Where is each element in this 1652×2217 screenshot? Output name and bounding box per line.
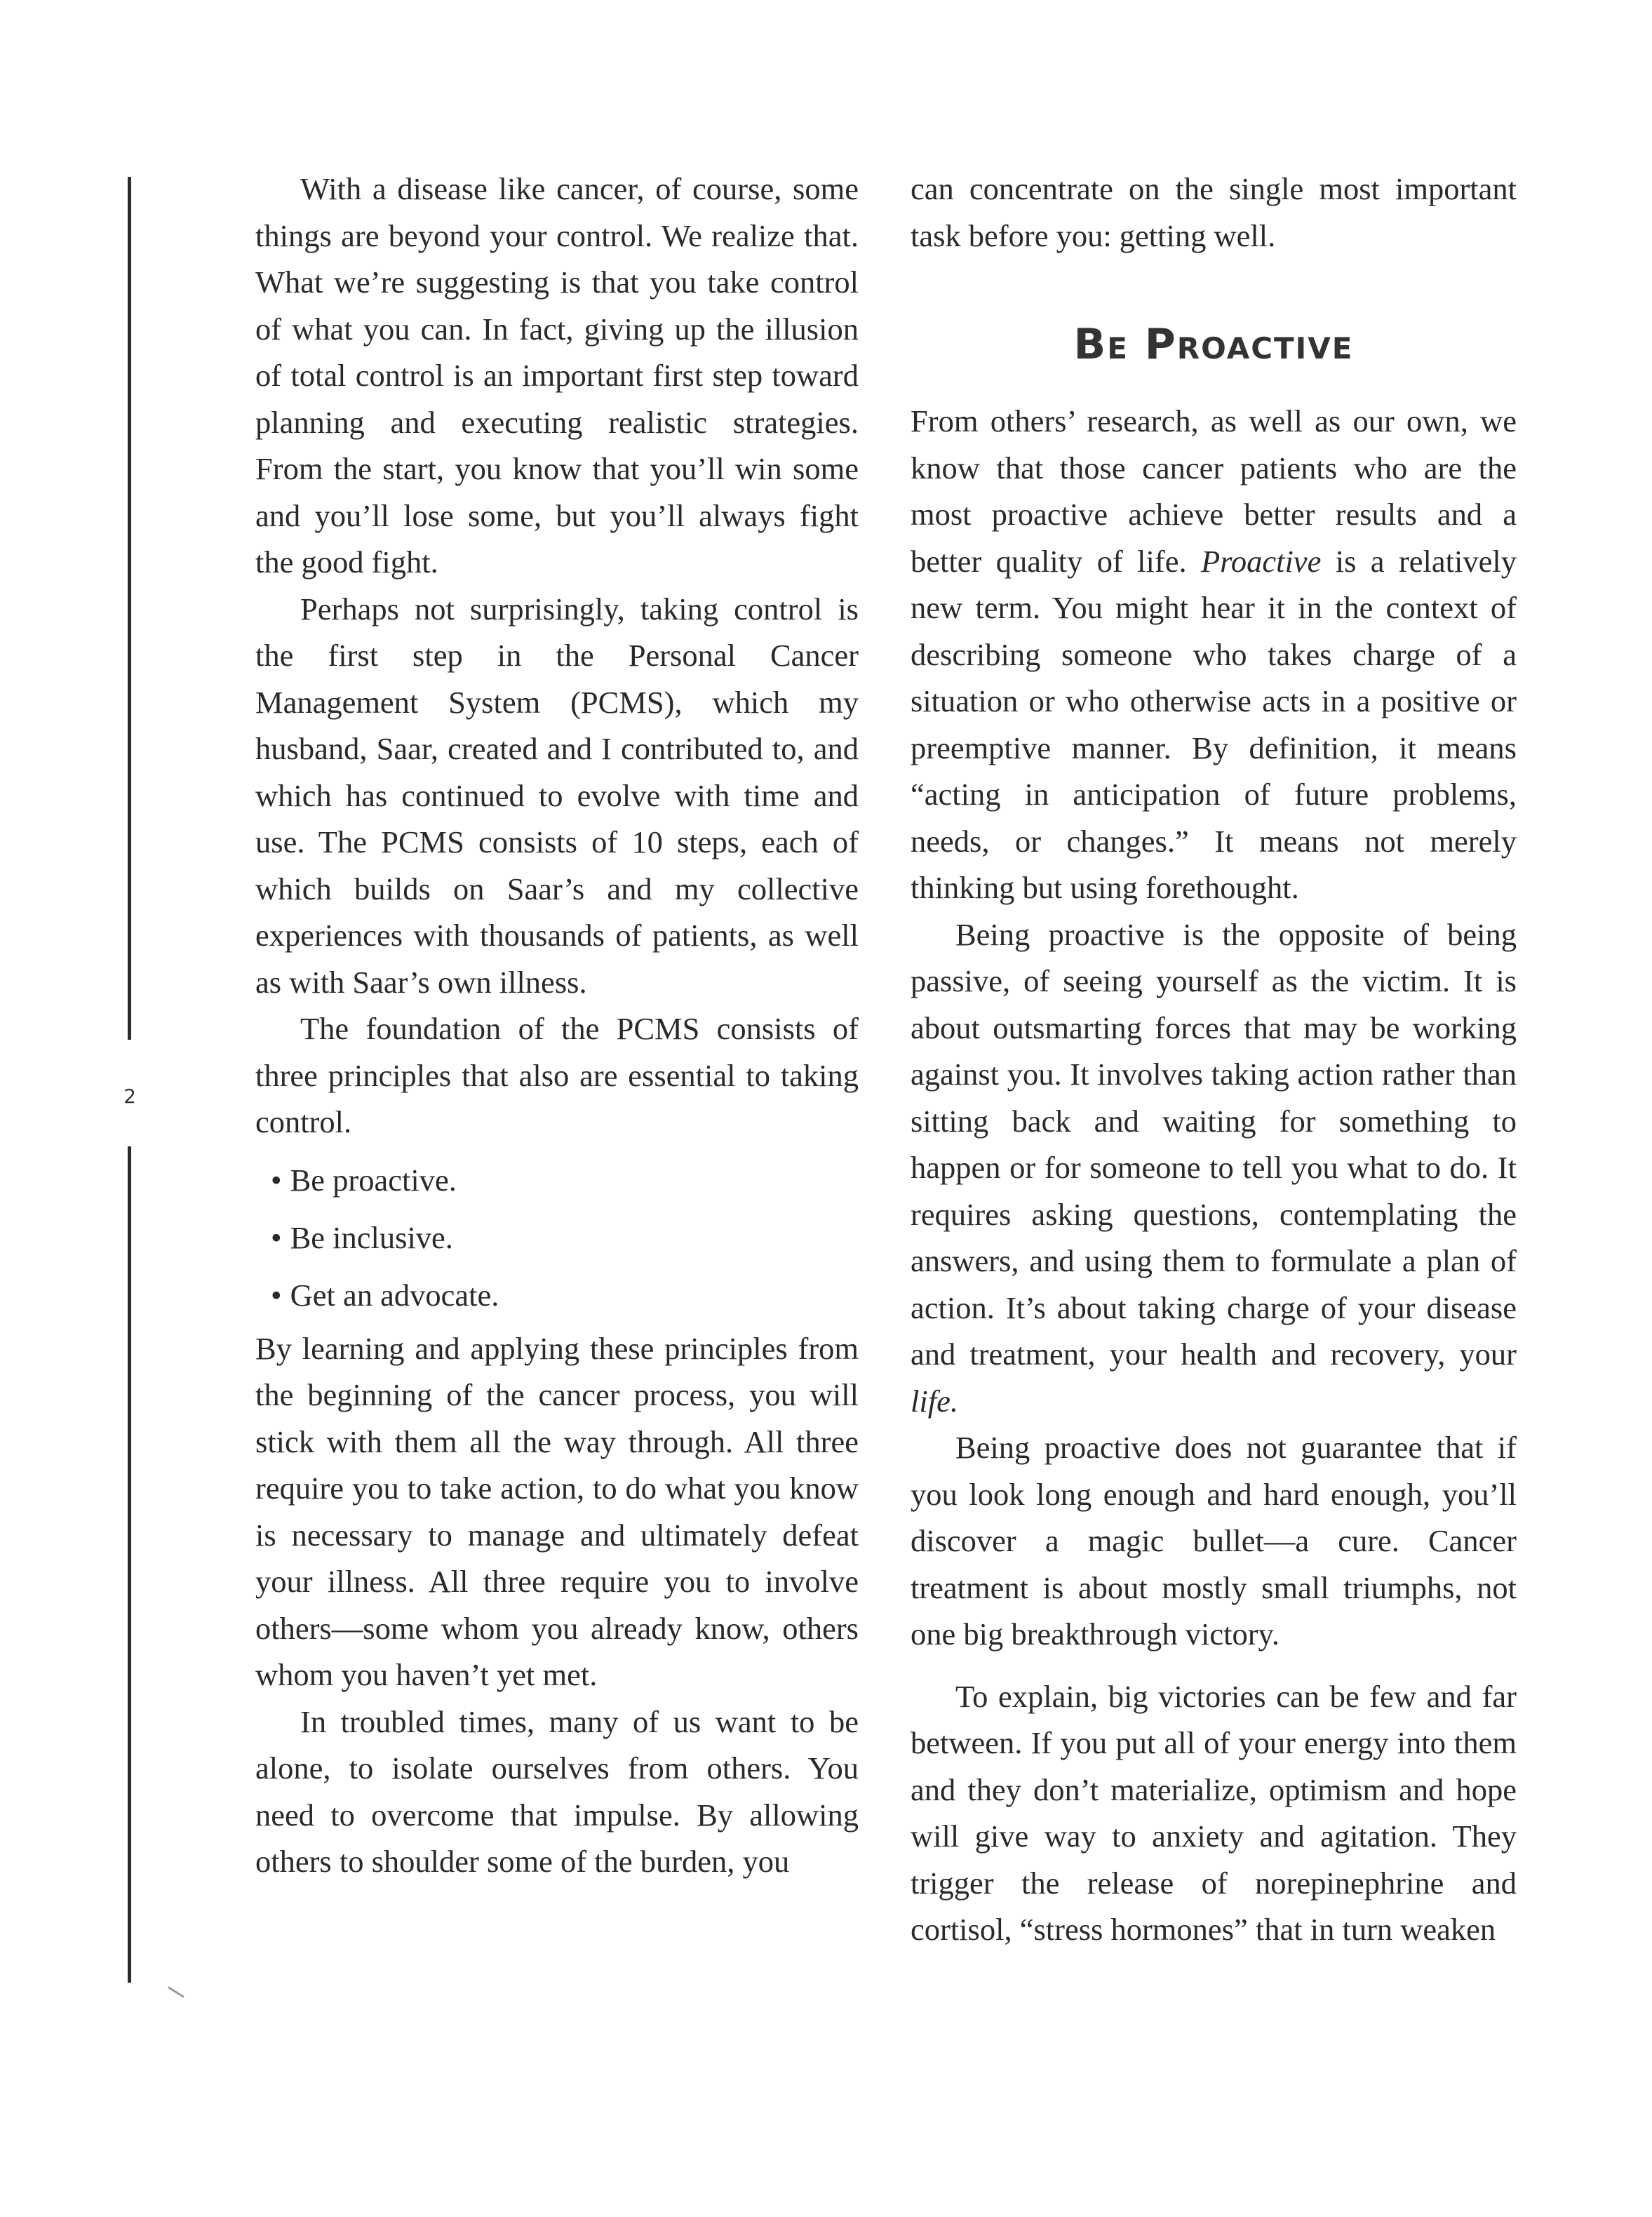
paragraph: In troubled times, many of us want to be alone, to isolate ourselves from others. You need to overcome that impulse. By allowing others to shoulder some of the burden, you xyxy=(255,1703,859,1879)
section-heading: Be Proactive xyxy=(1073,320,1354,369)
text-run: From others’ research, as well as our own, we know that those cancer patients who are the most proactive achieve better results and a better quality of life. xyxy=(911,403,1517,579)
left-column xyxy=(255,166,859,1885)
right-column xyxy=(911,166,1517,1953)
italic-term: life. xyxy=(911,1383,958,1419)
paragraph: To explain, big victories can be few and far between. If you put all of your energy into them and they don’t materialize, optimism and hope will give way to anxiety and agitation. They trigger the release of norepinephrine and cortisol, “stress hormones” that in turn weaken xyxy=(911,1678,1517,1947)
italic-term: Proactive xyxy=(1200,543,1322,579)
text-run: is a relatively new term. You might hear it in the context of describing someone who takes charge of a situation or who otherwise acts in a positive or preemptive manner. By definition, it means “acting in anticipation of future problems, needs, or changes.” It means not merely thinking but using forethought. xyxy=(911,543,1517,905)
paragraph: By learning and applying these principles from the beginning of the cancer process, you will stick with them all the way through. All three require you to take action, to do what you know is necessary to manage and ultimately defeat your illness. All three require you to involve others—some whom you already know, others whom you haven’t yet met. xyxy=(255,1330,859,1692)
paragraph: Perhaps not surprisingly, taking control is the first step in the Personal Cancer Management System (PCMS), which my husband, Saar, created and I contributed to, and which has continued to evolve with time and use. The PCMS consists of 10 steps, each of which builds on Saar’s and my collective experiences with thousands of patients, as well as with Saar’s own illness. xyxy=(255,591,859,1000)
paragraph: The foundation of the PCMS consists of three principles that also are essential to taking control. xyxy=(255,1011,859,1139)
paragraph: With a disease like cancer, of course, some things are beyond your control. We realize that. What we’re suggesting is that you take control of what you can. In fact, giving up the illusion of total control is an important first step toward planning and executing realistic strategies. From the start, you know that you’ll win some and you’ll lose some, but you’ll always fight the good fight. xyxy=(255,171,859,580)
text-run: Being proactive is the opposite of being passive, of seeing yourself as the victim. It is about outsmarting forces that may be working against you. It involves taking action rather than sitting back and waiting for something to happen or for someone to tell you what to do. It requires asking questions, contemplating the answers, and using them to formulate a plan of action. It’s about taking charge of your disease and treatment, your health and recovery, your xyxy=(911,916,1517,1372)
paragraph: can concentrate on the single most important task before you: getting well. xyxy=(911,171,1517,253)
scan-mark xyxy=(168,1986,184,1997)
list-item: • Be proactive. xyxy=(255,1151,859,1209)
paragraph xyxy=(911,398,1517,911)
list-item: • Be inclusive. xyxy=(255,1209,859,1266)
list-item: • Get an advocate. xyxy=(255,1266,859,1324)
principles-list xyxy=(255,1146,859,1325)
paragraph: Being proactive does not guarantee that if you look long enough and hard enough, you’ll discover a magic bullet—a cure. Cancer treatment is about mostly small triumphs, not one big breakthrough victory. xyxy=(911,1430,1517,1652)
margin-rule-bottom xyxy=(128,1146,131,1983)
margin-rule-top xyxy=(128,177,131,1040)
paragraph xyxy=(911,911,1517,1425)
page-number: 2 xyxy=(123,1085,136,1108)
